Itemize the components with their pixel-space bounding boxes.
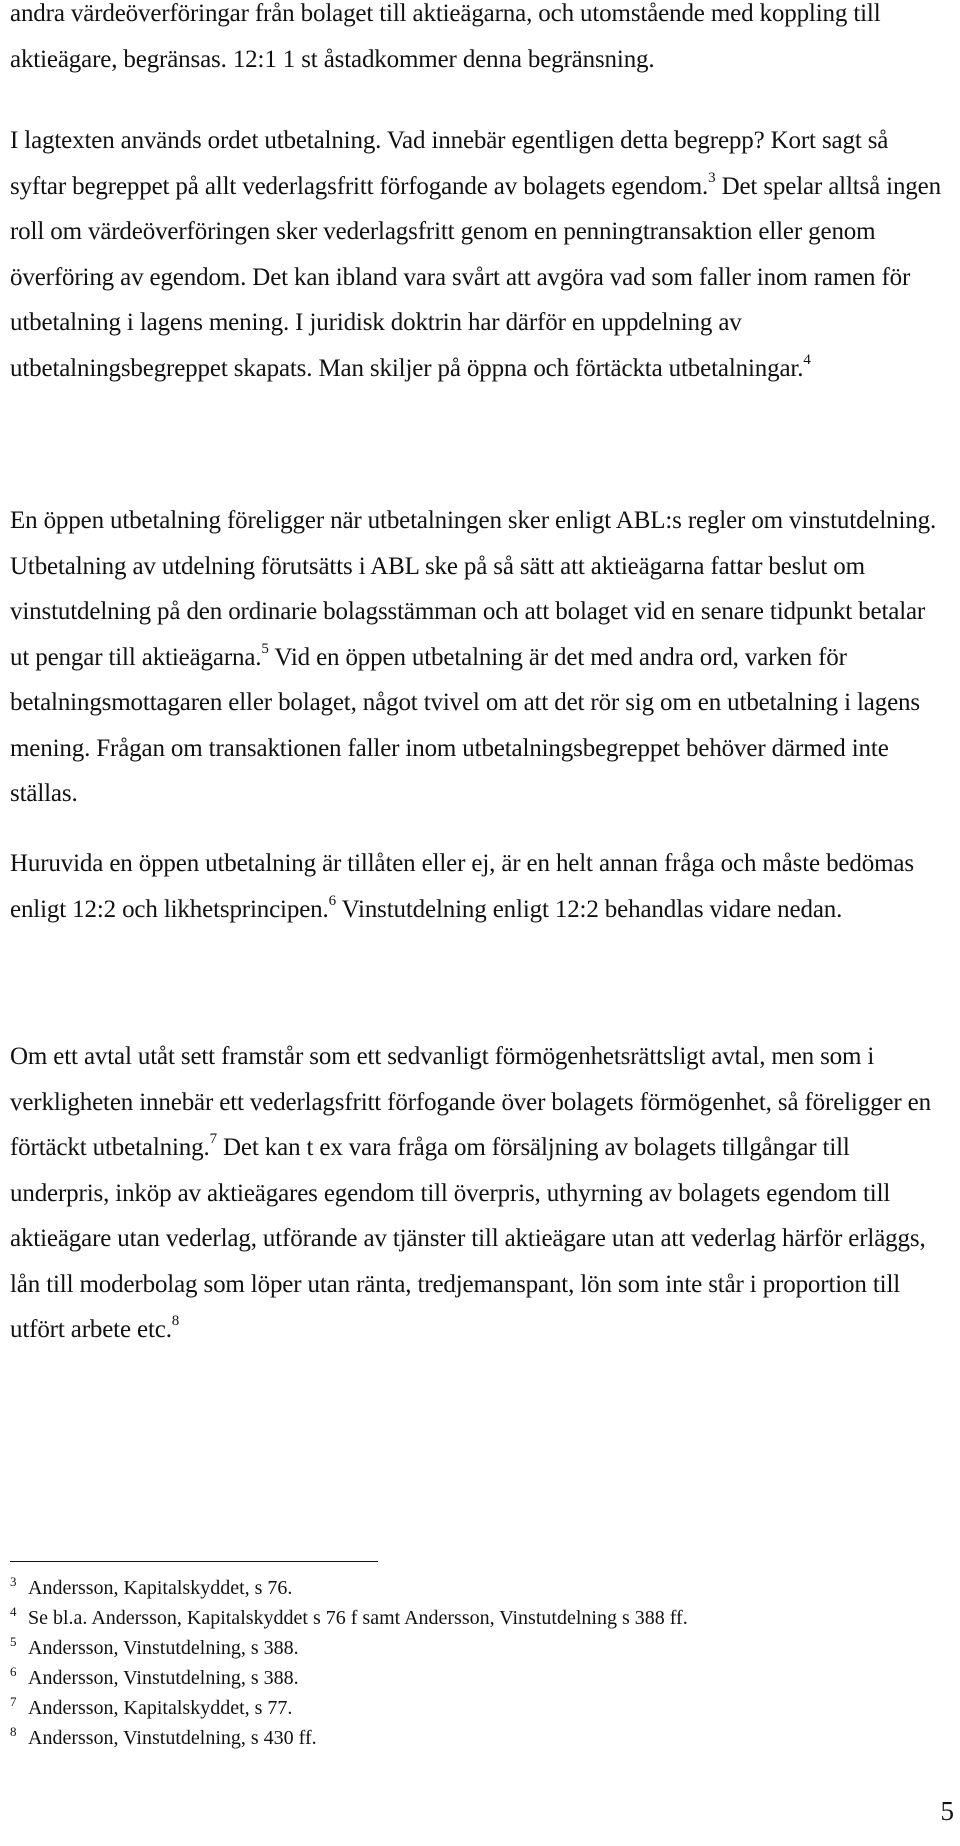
footnote-number: 3 <box>10 1574 17 1589</box>
paragraph-text: Det kan t ex vara fråga om försäljning av bolagets tillgångar till underpris, inköp av aktieägares egendom till överpris, uthyrning av bolagets egendom till aktieägare utan vederlag, utförande av tjänster till aktieägare utan att vederlag härför erläggs, lån till moderbolag som löper utan ränta, tredjemanspant, lön som inte står i proportion till utfört arbete etc. <box>10 1134 926 1343</box>
footnote-number: 6 <box>10 1664 17 1679</box>
paragraph-text: Vinstutdelning enligt 12:2 behandlas vidare nedan. <box>335 895 843 923</box>
footnote-text: Andersson, Kapitalskyddet, s 76. <box>28 1577 293 1599</box>
footnote <box>10 1664 945 1694</box>
footnote-reference: 7 <box>209 1131 217 1147</box>
footnote-reference: 8 <box>171 1313 180 1329</box>
footnote-reference: 6 <box>328 892 336 909</box>
paragraph-text: Vid en öppen utbetalning är det med andra ord, varken för betalningsmottagaren eller bolaget, något tvivel om att det rör sig om en utbetalning i lagens mening. Frågan om transaktionen faller inom utbetalningsbegreppet behöver därmed inte ställas. <box>10 643 920 807</box>
paragraph-text: andra värdeöverföringar från bolaget till aktieägarna, och utomstående med koppling till aktieägare, begränsas. 12:1 1 st åstadkommer denna begränsning. <box>10 0 881 73</box>
footnote <box>10 1694 945 1724</box>
footnote-separator <box>10 1561 378 1562</box>
footnote-number: 5 <box>10 1634 17 1649</box>
footnote-number: 4 <box>10 1604 17 1619</box>
footnote-text: Se bl.a. Andersson, Kapitalskyddet s 76 f samt Andersson, Vinstutdelning s 388 ff. <box>28 1607 688 1629</box>
footnote-text: Andersson, Vinstutdelning, s 430 ff. <box>28 1727 317 1749</box>
paragraph-text: Det spelar alltså ingen roll om värdeöverföringen sker vederlagsfritt genom en penningtransaktion eller genom överföring av egendom. Det kan ibland vara svårt att avgöra vad som faller inom ramen för utbetalning i lagens mening. I juridisk doktrin har därför en uppdelning av utbetalningsbegreppet skapats. Man skiljer på öppna och förtäckta utbetalningar. <box>10 172 941 382</box>
paragraph-text: En öppen utbetalning föreligger när utbetalningen sker enligt ABL:s regler om vinstutdelning. Utbetalning av utdelning förutsätts i ABL ske på så sätt att aktieägarna fattar beslut om vinstutdelning på den ordinarie bolagsstämman och att bolaget vid en senare tidpunkt betalar ut pengar till aktieägarna. <box>10 507 937 671</box>
paragraph <box>10 118 945 391</box>
footnote-reference: 3 <box>708 169 716 186</box>
footnote-number: 7 <box>10 1694 17 1709</box>
footnotes <box>10 1574 945 1754</box>
footnote <box>10 1604 945 1634</box>
paragraph-text: Om ett avtal utåt sett framstår som ett sedvanligt förmögenhetsrättsligt avtal, men som i verkligheten innebär ett vederlagsfritt förfogande över bolagets förmögenhet, så föreligger en förtäckt utbetalning. <box>10 1043 931 1161</box>
footnote-text: Andersson, Vinstutdelning, s 388. <box>28 1637 299 1659</box>
footnote <box>10 1724 945 1754</box>
footnote-reference: 4 <box>803 351 811 368</box>
footnote-text: Andersson, Vinstutdelning, s 388. <box>28 1667 299 1689</box>
footnote <box>10 1574 945 1604</box>
page-number: 5 <box>940 1796 954 1826</box>
footnote-reference: 5 <box>261 640 269 657</box>
paragraph-text: I lagtexten används ordet utbetalning. Vad innebär egentligen detta begrepp? Kort sagt så syftar begreppet på allt vederlagsfritt förfogande av bolagets egendom. <box>10 127 889 200</box>
paragraph <box>10 498 945 817</box>
footnote-text: Andersson, Kapitalskyddet, s 77. <box>28 1697 293 1719</box>
footnote <box>10 1634 945 1664</box>
paragraph-text: Huruvida en öppen utbetalning är tillåten eller ej, är en helt annan fråga och måste bedömas enligt 12:2 och likhetsprincipen. <box>10 850 914 923</box>
footnote-number: 8 <box>10 1724 17 1739</box>
paragraph <box>10 1034 945 1353</box>
paragraph <box>10 0 945 82</box>
paragraph <box>10 841 945 932</box>
